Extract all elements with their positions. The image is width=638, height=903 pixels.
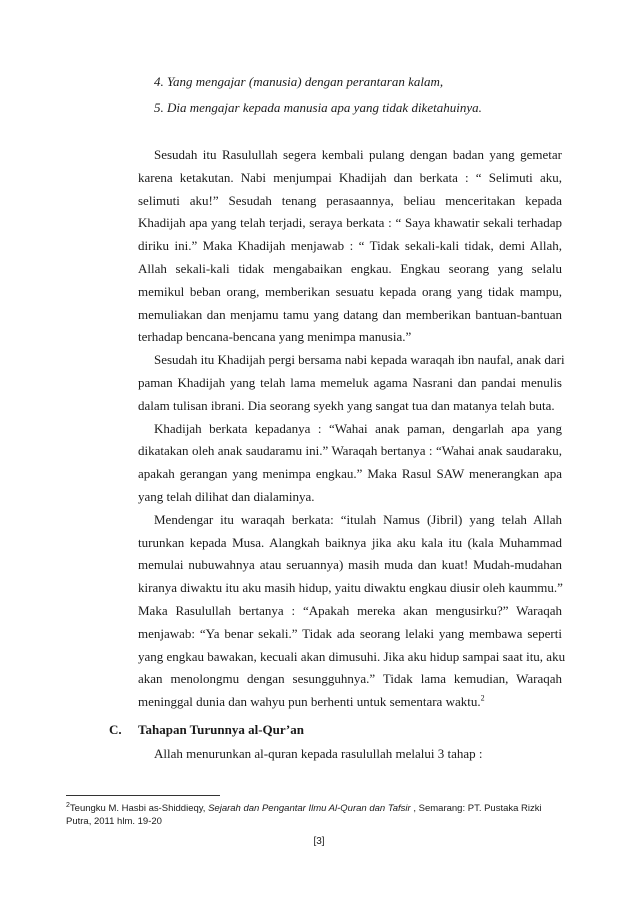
paragraph-line: selimuti aku!” Sesudah tenang perasaannya, beliau menceritakan kepada [138,192,562,208]
paragraph-line: yang telah dilihat dan dialaminya. [138,489,315,504]
paragraph-line: memulai nubuwahnya atau seruannya) masih muda dan kuat! Mudah-mudahan [138,557,562,573]
paragraph-line: Khadijah berkata kepadanya : “Wahai anak paman, dengarlah apa yang [154,420,562,436]
footnote-reference[interactable]: 2 [480,693,485,703]
footnote-divider [66,795,220,796]
paragraph-last-line [138,694,485,710]
footnote-line-2: Putra, 2011 hlm. 19-20 [66,816,162,827]
paragraph-line: karena ketakutan. Nabi menjumpai Khadijah dan berkata : “ Selimuti aku, [138,169,562,185]
footnote-publisher: , Semarang: PT. Pustaka Rizki [410,803,542,815]
paragraph-line: menjawab: “Ya benar sekali.” Tidak ada seorang lelaki yang membawa seperti [138,625,562,641]
paragraph-line: paman Khadijah yang telah lama memeluk agama Nasrani dan pandai menulis [138,375,562,390]
section-title: Tahapan Turunnya al-Qur’an [138,722,304,737]
paragraph-line: kiranya diwaktu itu aku masih hidup, yaitu diwaktu engkau diusir oleh kaummu.” [138,580,563,596]
paragraph-line: yang engkau bawakan, kecuali akan dimusuhi. Jika aku hidup sampai saat itu, aku [138,648,566,664]
paragraph-line: turunkan kepada Musa. Alangkah baiknya jika aku kala itu (kala Muhammad [138,534,562,550]
paragraph-line: dalam tulisan ibrani. Dia seorang syekh yang sangat tua dan matanya telah buta. [138,397,555,413]
paragraph-line: dikatakan oleh anak saudaramu ini.” Waraqah bertanya : “Wahai anak saudaraku, [138,443,562,459]
paragraph-line-text: meninggal dunia dan wahyu pun berhenti untuk sementara waktu. [138,694,481,710]
footnote-number: 2 [66,802,70,809]
section-heading [109,722,304,738]
footnote-title: Sejarah dan Pengantar Ilmu Al-Quran dan Tafsir [208,803,411,815]
paragraph-line: memuliakan dan menjamu tamu yang datang dan memberikan bantuan-bantuan [138,306,562,322]
paragraph-line: diriku ini.” Maka Khadijah menjawab : “ Tidak sekali-kali tidak, demi Allah, [138,238,562,254]
paragraph-line: Khadijah apa yang telah terjadi, seraya berkata : “ Saya khawatir sekali terhadap [138,215,562,231]
paragraph-line: Mendengar itu waraqah berkata: “itulah Namus (Jibril) yang telah Allah [154,511,562,527]
list-item-4: 4. Yang mengajar (manusia) dengan perantaran kalam, [154,74,444,89]
paragraph-line: terhadap bencana-bencana yang menimpa manusia.” [138,329,412,345]
paragraph-line: Sesudah itu Rasulullah segera kembali pulang dengan badan yang gemetar [154,147,562,162]
paragraph-line: Sesudah itu Khadijah pergi bersama nabi kepada waraqah ibn naufal, anak dari [154,352,565,368]
paragraph-line: akan menolongmu dengan sesungguhnya.” Tidak lama kemudian, Waraqah [138,671,562,687]
paragraph-line: memikul beban orang, memberikan sesuatu kepada orang yang tidak mampu, [138,283,562,299]
paragraph-line: Maka Rasulullah bertanya : “Apakah mereka akan mengusirku?” Waraqah [138,603,562,618]
list-item-5: 5. Dia mengajar kepada manusia apa yang tidak diketahuinya. [154,100,482,115]
footnote-author: Teungku M. Hasbi as-Shiddieqy, [69,803,209,815]
page-number: [3] [313,836,325,847]
paragraph-line: Allah sekali-kali tidak mengabaikan engkau. Engkau seorang yang selalu [138,261,562,276]
footnote-line-1 [66,799,576,816]
section-intro: Allah menurunkan al-quran kepada rasulullah melalui 3 tahap : [154,746,483,761]
section-letter: C. [109,722,122,737]
paragraph-line: apakah gerangan yang menimpa engkau.” Maka Rasul SAW menerangkan apa [138,466,562,482]
